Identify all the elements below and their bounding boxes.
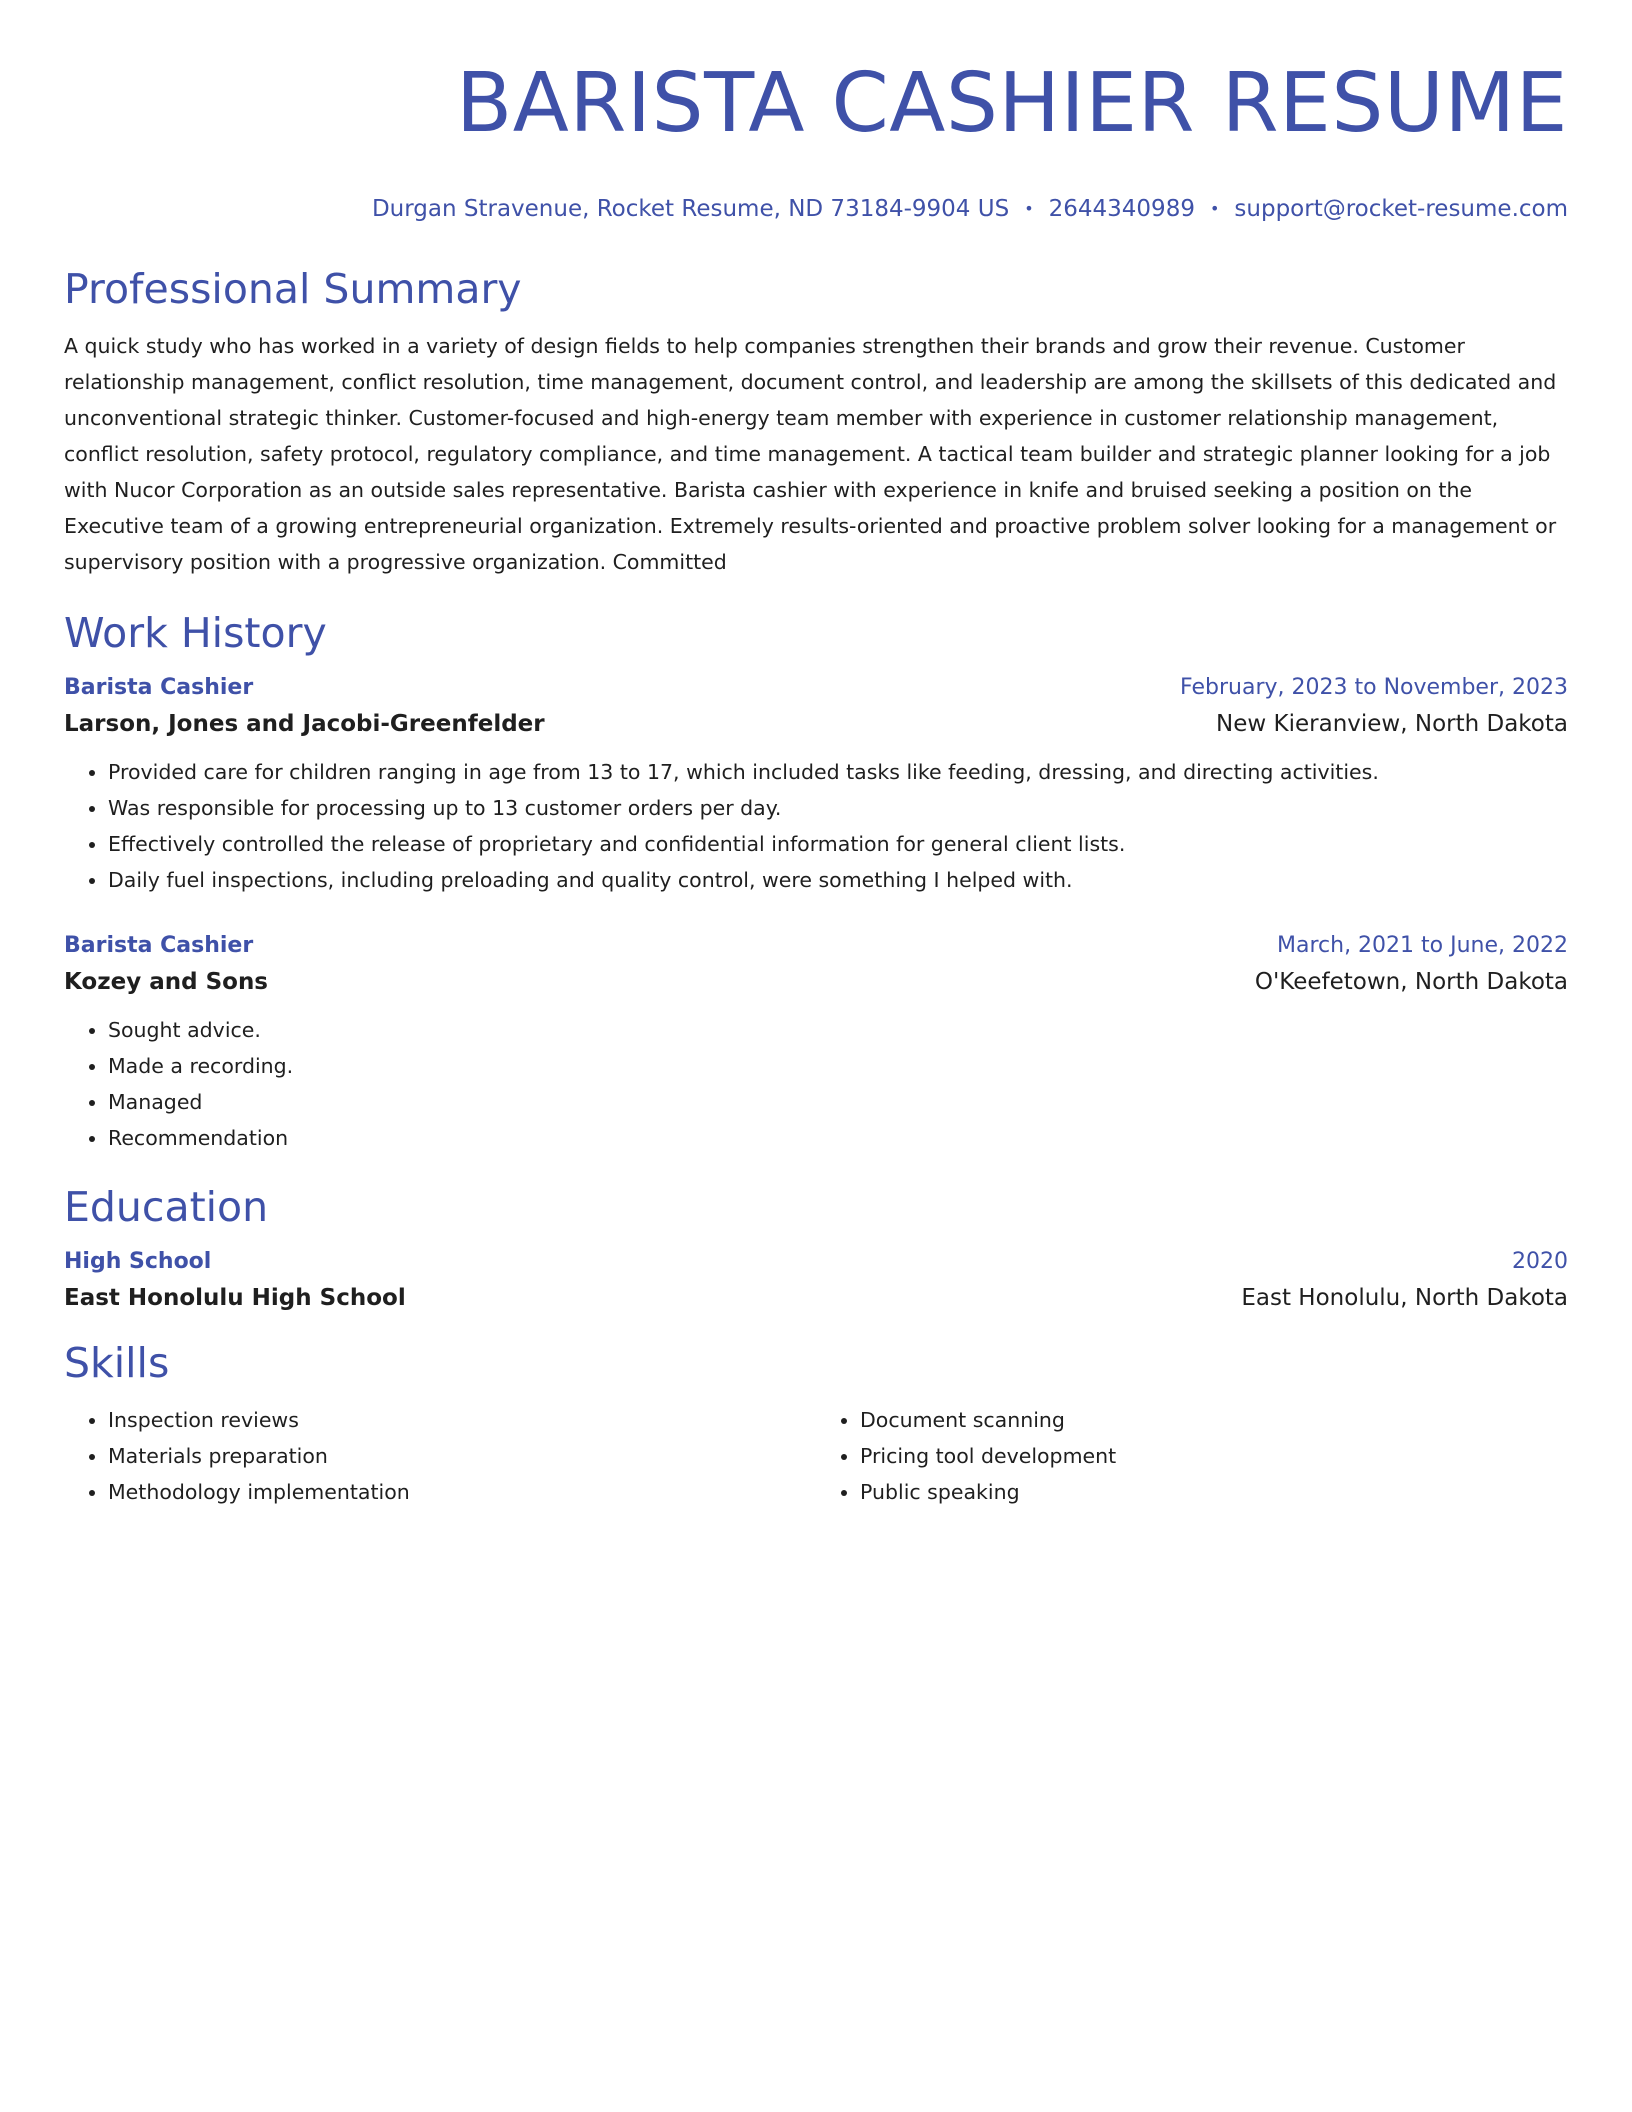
contact-line [64,194,1568,224]
education-degree: High School [64,1249,212,1274]
job-entry [64,930,1568,1156]
contact-phone: 2644340989 [1048,196,1195,222]
skill-item: • Materials preparation [108,1438,816,1474]
job-bullet: • Made a recording. [108,1048,1568,1084]
section-heading-skills: Skills [64,1339,170,1387]
skills-column-left [64,1402,816,1510]
skill-item: • Document scanning [860,1402,1568,1438]
section-heading-summary: Professional Summary [64,265,522,313]
job-company: Kozey and Sons [64,969,269,995]
education-location: East Honolulu, North Dakota [1241,1285,1568,1311]
job-company-row [64,708,1568,740]
contact-address: Durgan Stravenue, Rocket Resume, ND 73184-9904 US [371,196,1010,222]
education-year: 2020 [1512,1249,1568,1274]
job-bullets [64,754,1568,898]
contact-email: support@rocket-resume.com [1234,196,1568,222]
contact-separator: • [1024,199,1034,218]
contact-separator: • [1209,199,1220,218]
job-role: Barista Cashier [64,675,254,700]
job-entry [64,672,1568,898]
job-dates: March, 2021 to June, 2022 [1277,933,1568,958]
job-company: Larson, Jones and Jacobi-Greenfelder [64,711,545,737]
job-header-row [64,930,1568,962]
job-location: O'Keefetown, North Dakota [1254,969,1568,995]
skill-item: • Methodology implementation [108,1474,816,1510]
job-location: New Kieranview, North Dakota [1216,711,1568,737]
education-header-row [64,1246,1568,1278]
job-header-row [64,672,1568,704]
job-bullet: • Daily fuel inspections, including preloading and quality control, were something I helped with. [108,862,1568,898]
resume-title: BARISTA CASHIER RESUME [456,56,1568,151]
job-bullet: • Recommendation [108,1120,1568,1156]
skills-list [64,1402,1568,1510]
job-bullets [64,1012,1568,1156]
job-bullet: • Provided care for children ranging in age from 13 to 17, which included tasks like feeding, dressing, and directing activities. [108,754,1568,790]
section-heading-education: Education [64,1183,269,1231]
job-bullet: • Sought advice. [108,1012,1568,1048]
education-school-row [64,1282,1568,1314]
skill-item: • Inspection reviews [108,1402,816,1438]
job-dates: February, 2023 to November, 2023 [1180,675,1568,700]
job-bullet: • Managed [108,1084,1568,1120]
job-bullet: • Was responsible for processing up to 13 customer orders per day. [108,790,1568,826]
section-heading-work-history: Work History [64,609,327,657]
job-bullet: • Effectively controlled the release of proprietary and confidential information for general client lists. [108,826,1568,862]
education-school: East Honolulu High School [64,1285,406,1311]
skill-item: • Pricing tool development [860,1438,1568,1474]
education-entry [64,1246,1568,1314]
job-company-row [64,966,1568,998]
skill-item: • Public speaking [860,1474,1568,1510]
skills-column-right [816,1402,1568,1510]
job-role: Barista Cashier [64,933,254,958]
summary-text: A quick study who has worked in a variety of design fields to help companies strengthen their brands and grow their revenue. Customer relationship management, conflict resolution, time management, document control, and leadership are among the skillsets of this dedicated and unconventional strategic thinker. Customer-focused and high-energy team member with experience in customer relationship management, conflict resolution, safety protocol, regulatory compliance, and time management. A tactical team builder and strategic planner looking for a job with Nucor Corporation as an outside sales representative. Barista cashier with experience in knife and bruised seeking a position on the Executive team of a growing entrepreneurial organization. Extremely results-oriented and proactive problem solver looking for a management or supervisory position with a progressive organization. Committed [64,334,1557,574]
